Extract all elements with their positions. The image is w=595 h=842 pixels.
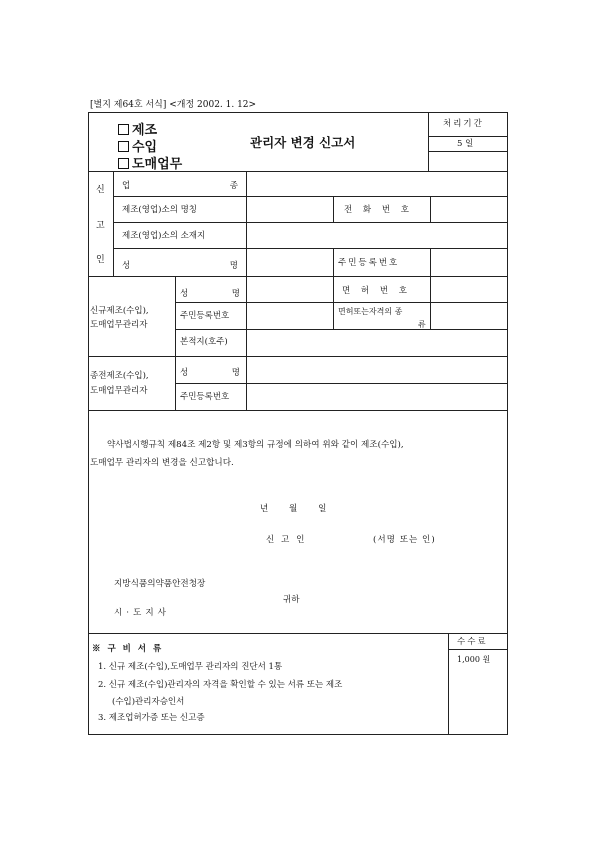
domicile-field[interactable] [247, 330, 507, 356]
previous-manager-section-label: 종전제조(수입), [90, 371, 149, 381]
recipient-governor: 시·도지사 [114, 608, 170, 618]
declaration-body-line2: 도매업무 관리자의 변경을 신고합니다. [90, 458, 234, 468]
license-type-field[interactable] [431, 303, 507, 329]
new-manager-resident-no-field[interactable] [247, 303, 333, 329]
fee-label: 수수료 [457, 637, 488, 647]
license-no-field[interactable] [431, 277, 507, 302]
type-option-wholesale[interactable]: 도매업무 [118, 153, 182, 172]
new-manager-resident-no-label: 주민등록번호 [180, 311, 230, 321]
declaration-date: 년 월 일 [260, 504, 327, 514]
business-name-label: 제조(영업)소의 명칭 [122, 205, 198, 215]
type-option-manufacture[interactable]: 제조 [118, 119, 157, 138]
business-name-field[interactable] [247, 197, 333, 222]
new-manager-name-field[interactable] [247, 277, 333, 302]
checkbox-icon [118, 141, 129, 152]
attachment-item: 3. 제조업허가증 또는 신고증 [98, 713, 205, 723]
attachment-item: 1. 신규 제조(수입),도매업무 관리자의 진단서 1통 [98, 662, 283, 672]
applicant-section-char: 고 [96, 221, 105, 231]
business-type-label: 업 종 [122, 181, 238, 191]
applicant-section-char: 신 [96, 185, 105, 195]
previous-manager-resident-no-label: 주민등록번호 [180, 392, 230, 402]
attachments-title: ※ 구 비 서 류 [92, 644, 164, 654]
previous-manager-section-label: 도매업무관리자 [90, 386, 148, 396]
domicile-label: 본적지(호주) [180, 337, 228, 347]
applicant-name-label: 성 명 [122, 261, 238, 271]
applicant-resident-no-field[interactable] [431, 249, 507, 276]
applicant-name-field[interactable] [247, 249, 333, 276]
applicant-resident-no-label: 주민등록번호 [338, 258, 400, 268]
applicant-section-char: 인 [96, 255, 105, 265]
business-address-field[interactable] [247, 223, 507, 248]
business-type-field[interactable] [247, 172, 507, 196]
license-type-label: 면허또는자격의 종 [338, 307, 403, 316]
form-title: 관리자 변경 신고서 [250, 135, 356, 150]
previous-manager-resident-no-field[interactable] [247, 384, 507, 410]
recipient-regional-office: 지방식품의약품안전청장 [114, 579, 206, 589]
phone-label: 전 화 번 호 [344, 205, 413, 215]
checkbox-icon [118, 124, 129, 135]
attachment-item: 2. 신규 제조(수입)관리자의 자격을 확인할 수 있는 서류 또는 제조 [98, 680, 343, 690]
processing-period-label: 처리기간 [443, 119, 484, 129]
checkbox-icon [118, 158, 129, 169]
new-manager-name-label: 성 명 [180, 289, 240, 299]
new-manager-section-label: 신규제조(수입), [90, 306, 149, 316]
new-manager-section-label: 도매업무관리자 [90, 320, 148, 330]
type-option-import[interactable]: 수입 [118, 136, 157, 155]
fee-value: 1,000 원 [457, 655, 491, 664]
license-no-label: 면 허 번 호 [342, 286, 411, 296]
business-address-label: 제조(영업)소의 소재지 [122, 231, 206, 241]
previous-manager-name-field[interactable] [247, 357, 507, 383]
form-reference: [별지 제64호 서식] <개정 2002. 1. 12> [90, 100, 257, 110]
previous-manager-name-label: 성 명 [180, 368, 240, 378]
declaration-body-line1: 약사법시행규칙 제84조 제2항 및 제3항의 규정에 의하여 위와 같이 제조(수입), [107, 440, 404, 450]
signature-label: (서명 또는 인) [373, 535, 436, 545]
attachment-item-cont: (수입)관리자승인서 [112, 697, 185, 707]
declarant-label: 신 고 인 [266, 535, 307, 545]
processing-period-value: 5 일 [457, 139, 474, 149]
phone-field[interactable] [431, 197, 507, 222]
addressee: 귀하 [283, 595, 300, 605]
license-type-label-cont: 류 [418, 320, 426, 329]
